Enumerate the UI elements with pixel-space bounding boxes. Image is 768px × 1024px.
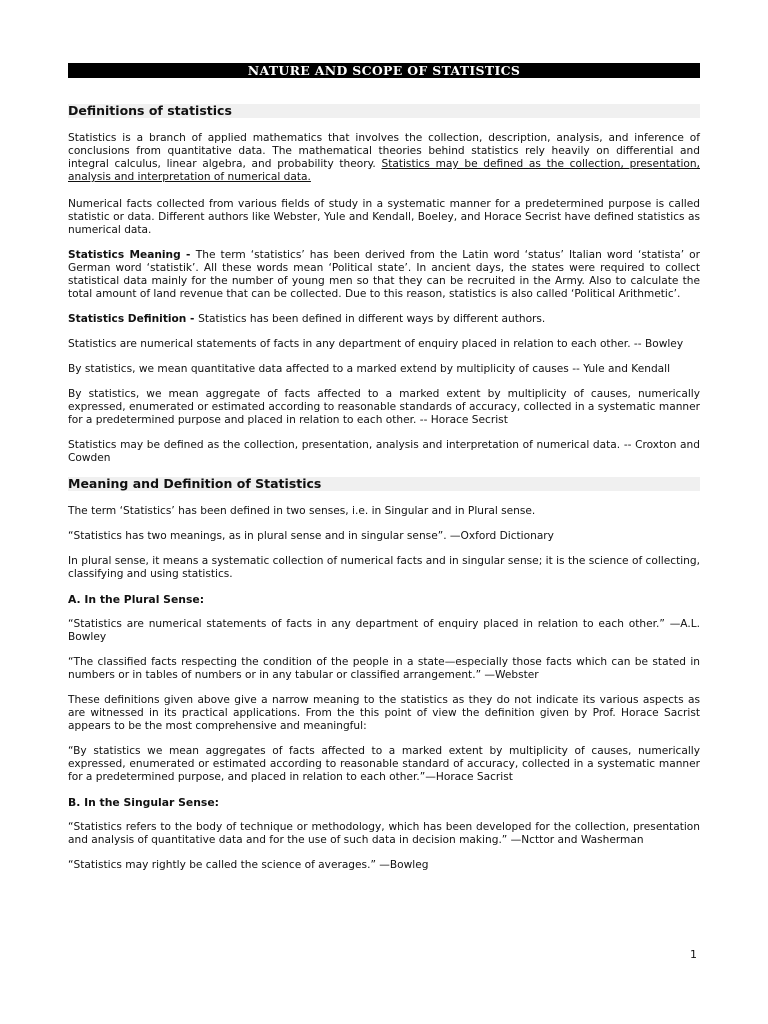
section-heading-definitions: Definitions of statistics <box>68 104 700 118</box>
quote-croxton: Statistics may be defined as the collection, presentation, analysis and interpretation of numerical data. -- Croxton and Cowden <box>68 439 700 464</box>
paragraph <box>68 249 700 301</box>
paragraph-text: Statistics has been defined in different ways by different authors. <box>198 313 546 325</box>
subheading-singular: B. In the Singular Sense: <box>68 796 219 809</box>
paragraph <box>68 313 700 326</box>
paragraph: Numerical facts collected from various fields of study in a systematic manner for a predetermined purpose is called statistic or data. Different authors like Webster, Yule and Kendall, Boeley, and Horace Secrist have defined statistics as numerical data. <box>68 198 700 236</box>
page-number: 1 <box>690 948 697 961</box>
paragraph: The term ‘Statistics’ has been defined in two senses, i.e. in Singular and in Plural sense. <box>68 505 536 517</box>
document-page <box>68 63 700 872</box>
paragraph: In plural sense, it means a systematic collection of numerical facts and in singular sense; it is the science of collecting, classifying and using statistics. <box>68 555 700 580</box>
paragraph: These definitions given above give a narrow meaning to the statistics as they do not indicate its various aspects as are witnessed in its practical applications. From the this point of view the definition given by Prof. Horace Sacrist appears to be the most comprehensive and meaningful: <box>68 694 700 732</box>
section-heading-meaning: Meaning and Definition of Statistics <box>68 477 700 491</box>
bold-label: Statistics Meaning - <box>68 249 196 261</box>
subheading-plural: A. In the Plural Sense: <box>68 593 205 606</box>
bold-label: Statistics Definition - <box>68 313 199 325</box>
paragraph-text: Statistics is a branch of applied mathematics that involves the collection, description, analysis, and inference of conclusions from quantitative data. The mathematical theories behind statistics rely heavily on differential and integral calculus, linear algebra, and probability theory. <box>68 132 700 170</box>
quote-bowley: Statistics are numerical statements of facts in any department of enquiry placed in relation to each other. -- Bowley <box>68 338 684 350</box>
paragraph: “By statistics we mean aggregates of facts affected to a marked extent by multiplicity of causes, numerically expressed, enumerated or estimated according to reasonable standard of accuracy, collected in a systematic manner for a predetermined purpose, and placed in relation to each other.”—Horace Sacrist <box>68 745 700 783</box>
paragraph: “Statistics are numerical statements of facts in any department of enquiry placed in relation to each other.” —A.L. Bowley <box>68 618 700 643</box>
quote-yule: By statistics, we mean quantitative data affected to a marked extend by multiplicity of causes -- Yule and Kendall <box>68 363 671 375</box>
paragraph: “Statistics may rightly be called the science of averages.” —Bowleg <box>68 859 429 871</box>
paragraph <box>68 132 700 184</box>
document-title: NATURE AND SCOPE OF STATISTICS <box>68 63 700 78</box>
quote-secrist: By statistics, we mean aggregate of facts affected to a marked extent by multiplicity of causes, numerically expressed, enumerated or estimated according to reasonable standards of accuracy, collected in a systematic manner for a predetermined purpose and placed in relation to each other. -- Horace Secrist <box>68 388 700 426</box>
paragraph: “The classified facts respecting the condition of the people in a state—especially those facts which can be stated in numbers or in tables of numbers or in any tabular or classified arrangement.” —Webster <box>68 656 700 681</box>
paragraph-text: The term ‘statistics’ has been derived from the Latin word ‘status’ Italian word ‘statista’ or German word ‘statistik’. All these words mean ‘Political state’. In ancient days, the states were required to collect statistical data mainly for the number of young men so that they can be recruited in the Army. Also to calculate the total amount of land revenue that can be collected. Due to this reason, statistics is also called ‘Political Arithmetic’. <box>68 249 700 300</box>
paragraph: “Statistics has two meanings, as in plural sense and in singular sense”. —Oxford Dictionary <box>68 530 554 542</box>
underlined-definition: Statistics may be defined as the collection, presentation, analysis and interpretation of numerical data. <box>68 158 700 183</box>
paragraph: “Statistics refers to the body of technique or methodology, which has been developed for the collection, presentation and analysis of quantitative data and for the use of such data in decision making.” —Ncttor and Washerman <box>68 821 700 846</box>
